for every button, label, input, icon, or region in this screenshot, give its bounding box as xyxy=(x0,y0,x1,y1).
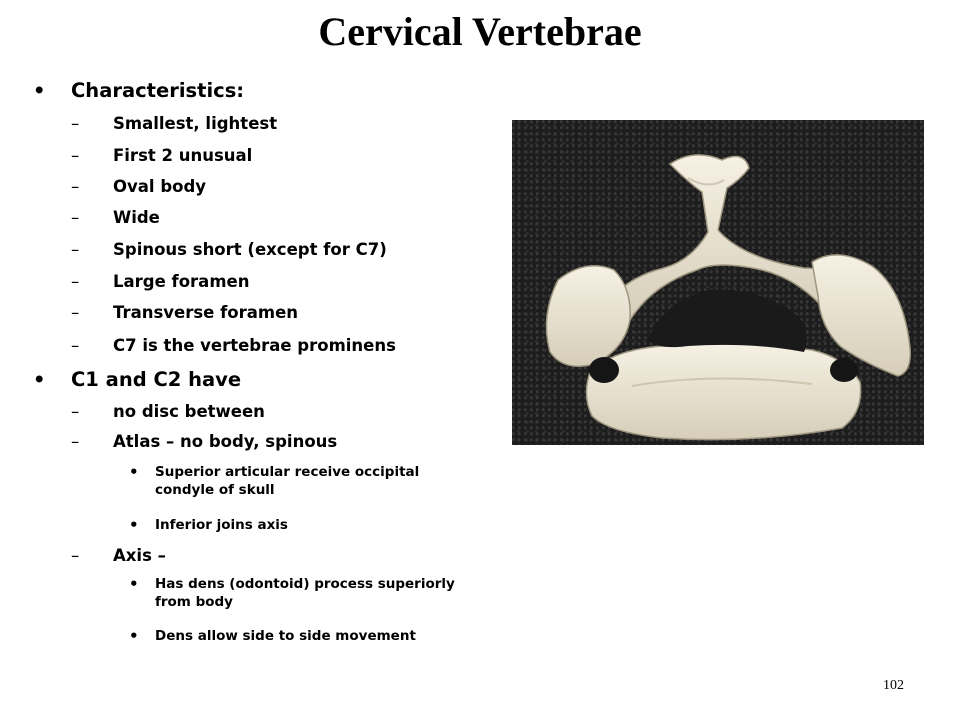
bullet-c1-c2 xyxy=(33,368,242,392)
sub-item-text: Atlas – no body, spinous xyxy=(113,432,338,451)
sub-item-text: no disc between xyxy=(113,402,265,421)
detail-item xyxy=(129,516,288,534)
sub-item-text: Transverse foramen xyxy=(113,303,299,322)
dash-marker: – xyxy=(71,114,80,133)
dash-marker: – xyxy=(71,208,80,227)
bullet-characteristics xyxy=(33,79,245,103)
sub-item xyxy=(71,272,250,292)
bullet-marker: • xyxy=(129,516,139,534)
dash-marker: – xyxy=(71,336,80,355)
sub-item xyxy=(71,303,299,323)
dash-marker: – xyxy=(71,303,80,322)
sub-item-atlas xyxy=(71,432,338,452)
sub-item-text: Oval body xyxy=(113,177,207,196)
sub-item-text: Smallest, lightest xyxy=(113,114,278,133)
page-number: 102 xyxy=(883,678,904,693)
dash-marker: – xyxy=(71,177,80,196)
dash-marker: – xyxy=(71,146,80,165)
sub-item xyxy=(71,114,278,134)
sub-item-text: C7 is the vertebrae prominens xyxy=(113,336,396,355)
sub-item-text: Wide xyxy=(113,208,160,227)
vertebra-illustration xyxy=(512,120,924,445)
sub-item-text: Axis – xyxy=(113,546,166,565)
sub-item xyxy=(71,208,160,228)
dash-marker: – xyxy=(71,546,80,565)
detail-item xyxy=(129,627,416,645)
dash-marker: – xyxy=(71,240,80,259)
sub-item-axis xyxy=(71,546,166,566)
detail-line: Dens allow side to side movement xyxy=(155,628,416,644)
sub-item xyxy=(71,336,396,356)
bullet-marker: • xyxy=(129,575,139,593)
dash-marker: – xyxy=(71,402,80,421)
bullet-label: Characteristics: xyxy=(71,79,245,102)
slide-title: Cervical Vertebrae xyxy=(318,9,642,54)
detail-line: Inferior joins axis xyxy=(155,517,288,533)
detail-item xyxy=(129,575,455,611)
detail-line: Superior articular receive occipital xyxy=(155,464,420,480)
sub-item xyxy=(71,177,207,197)
bullet-label: C1 and C2 have xyxy=(71,368,242,391)
bullet-marker: • xyxy=(129,463,139,481)
sub-item xyxy=(71,402,265,422)
sub-item-text: First 2 unusual xyxy=(113,146,253,165)
sub-item xyxy=(71,240,387,260)
sub-item-text: Spinous short (except for C7) xyxy=(113,240,387,259)
vertebra-photo xyxy=(512,120,924,445)
bullet-marker: • xyxy=(33,368,46,391)
sub-item xyxy=(71,146,253,166)
sub-item-text: Large foramen xyxy=(113,272,250,291)
detail-line: Has dens (odontoid) process superiorly xyxy=(155,576,455,592)
detail-line: condyle of skull xyxy=(155,482,275,498)
detail-item xyxy=(129,463,420,499)
bullet-marker: • xyxy=(33,79,46,102)
dash-marker: – xyxy=(71,272,80,291)
detail-line: from body xyxy=(155,594,233,610)
dash-marker: – xyxy=(71,432,80,451)
bullet-marker: • xyxy=(129,627,139,645)
